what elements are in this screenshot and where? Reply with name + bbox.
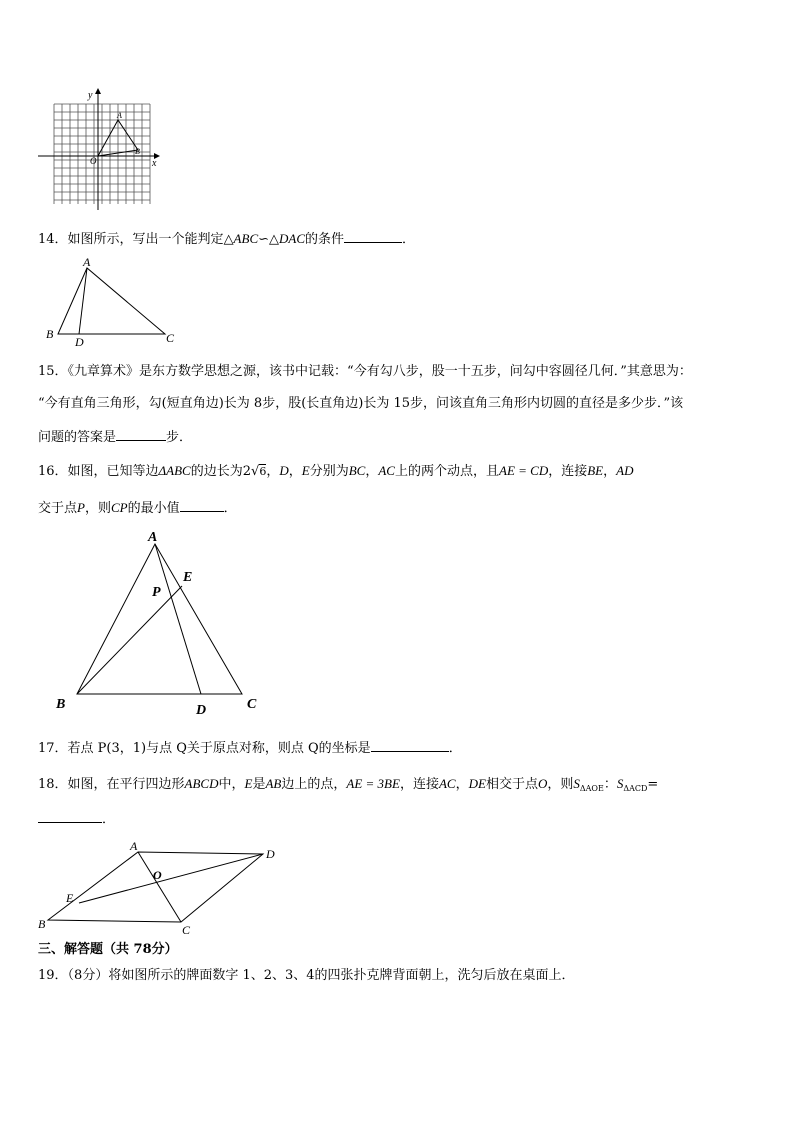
- q16-text-j: ，连接: [548, 464, 588, 479]
- q14-expression: △ABC∽△DAC: [223, 231, 306, 246]
- q15-suffix: 步．: [166, 430, 193, 445]
- q16-segment-ac: AC: [378, 463, 395, 478]
- q16-text-k: ，: [603, 464, 617, 479]
- question-15-line-2: “今有直角三角形，勾(短直角边)长为 8步，股(长直角边)长为 15步，问该直角三角形内切圆的直径是多少步．”该: [38, 396, 684, 411]
- q16-triangle: ΔABC: [158, 463, 191, 478]
- q14-end: ．: [402, 232, 416, 247]
- q18-text-g: ，: [455, 777, 469, 792]
- q16-label-p: P: [152, 585, 161, 600]
- q14-label-c: C: [166, 331, 175, 345]
- origin-label: O: [90, 156, 97, 166]
- question-15-line-1: 15．《九章算术》是东方数学思想之源，该书中记载：“今有勾八步，股一十五步，问勾中容圆径几何．”其意思为：: [38, 364, 692, 379]
- q16-segment-cp: CP: [110, 500, 128, 515]
- question-15-line-3: [38, 426, 192, 448]
- q14-number: 14．: [38, 232, 68, 247]
- q16-label-e: E: [183, 570, 193, 585]
- question-17: [38, 737, 462, 759]
- q18-text-d: 边上的点，: [281, 777, 347, 792]
- q16-answer-blank[interactable]: [180, 497, 224, 512]
- q16-text-h: ，: [365, 464, 379, 479]
- segment-be: [77, 586, 182, 694]
- sqrt-sign-icon: √: [251, 464, 260, 479]
- question-14: [38, 228, 415, 250]
- q18-area-s1-subscript: ΔAOE: [579, 784, 604, 793]
- q18-segment-ac: AC: [438, 776, 456, 791]
- q18-answer-blank[interactable]: [38, 808, 102, 823]
- q16-sqrt: [251, 464, 266, 479]
- q18-text-f: ，连接: [399, 777, 439, 792]
- q16-text-a: 16．如图，已知等边: [38, 464, 159, 479]
- q16-label-d: D: [196, 703, 207, 718]
- q14-label-b: B: [46, 327, 54, 341]
- q16-label-b: B: [56, 697, 66, 712]
- question-16-line-1: [38, 461, 633, 482]
- q18-parallelogram: ABCD: [184, 776, 219, 791]
- q16-point-d: D: [279, 463, 289, 478]
- q16-segment-bc: BC: [348, 463, 366, 478]
- q16-triangle-figure: [48, 526, 278, 722]
- q16-text-l2b: ，则: [84, 501, 111, 516]
- q16-text-c: ，: [266, 464, 280, 479]
- q14-label-d: D: [75, 335, 84, 348]
- q16-segment-be: BE: [587, 463, 604, 478]
- q18-text-c: 是: [252, 777, 266, 792]
- q18-parallelogram-figure: [36, 838, 286, 938]
- point-b-label: B: [135, 147, 140, 156]
- section-3-title: 三、解答题（共 78分）: [38, 942, 178, 957]
- q16-radicand: 6: [259, 465, 267, 478]
- q18-label-e: E: [66, 891, 74, 905]
- q16-segment-ad: AD: [616, 463, 634, 478]
- q14-label-a: A: [83, 256, 91, 269]
- q18-point-e: E: [244, 776, 253, 791]
- q15-prefix: 问题的答案是: [38, 430, 117, 445]
- q16-label-c: C: [247, 697, 257, 712]
- question-18-line-2: [38, 808, 115, 830]
- q18-text-b: 中，: [218, 777, 245, 792]
- equilateral-triangle-abc: [77, 544, 242, 694]
- q16-label-a: A: [148, 530, 158, 545]
- q18-label-o: O: [153, 868, 162, 882]
- q18-label-b: B: [38, 917, 46, 931]
- q14-triangle-figure: [40, 256, 190, 348]
- q18-label-a: A: [130, 839, 138, 853]
- q17-end: ．: [448, 741, 462, 756]
- q16-text-g: 分别为: [309, 464, 349, 479]
- coordinate-grid-figure: [34, 86, 168, 214]
- segment-ad: [155, 544, 201, 694]
- q18-point-o: O: [537, 776, 548, 791]
- q18-area-s2-subscript: ΔACD: [623, 784, 648, 793]
- question-16-line-2: [38, 497, 237, 519]
- q18-equals: =: [647, 777, 659, 792]
- q18-label-c: C: [182, 923, 191, 937]
- q18-text-a: 18．如图，在平行四边形: [38, 777, 185, 792]
- y-axis-label: y: [88, 90, 93, 101]
- q18-end: ．: [102, 812, 116, 827]
- q18-text-i: ，则: [547, 777, 574, 792]
- q16-text-l2c: 的最小值: [127, 501, 180, 516]
- y-axis-arrow: [95, 88, 101, 94]
- q16-text-l2a: 交于点: [38, 501, 78, 516]
- q18-colon: ：: [603, 777, 617, 792]
- q16-end: ．: [223, 501, 237, 516]
- q14-answer-blank[interactable]: [344, 228, 402, 243]
- q16-text-e: ，: [288, 464, 302, 479]
- q18-equation: AE = 3BE: [346, 776, 400, 791]
- question-19: 19．（8分）将如图所示的牌面数字 1、2、3、4的四张扑克牌背面朝上，洗匀后放在桌面上．: [38, 968, 575, 983]
- q16-point-p: P: [77, 500, 85, 515]
- q18-area-s2: S: [616, 776, 624, 791]
- q16-coefficient: 2: [242, 464, 252, 479]
- triangle-abc: [58, 268, 165, 334]
- q18-segment-de: DE: [468, 776, 486, 791]
- q14-suffix: 的条件: [305, 232, 345, 247]
- q16-text-i: 上的两个动点，且: [394, 464, 499, 479]
- q18-label-d: D: [266, 847, 275, 861]
- q17-answer-blank[interactable]: [371, 737, 449, 752]
- q16-equation: AE = CD: [499, 463, 549, 478]
- q18-text-h: 相交于点: [485, 777, 538, 792]
- q16-point-e: E: [301, 463, 310, 478]
- q18-segment-ab: AB: [265, 776, 282, 791]
- q14-prefix: 如图所示，写出一个能判定: [67, 232, 224, 247]
- q18-area-s1: S: [573, 776, 580, 791]
- q16-text-b: 的边长为: [190, 464, 243, 479]
- q17-text: 17．若点 P(3，1)与点 Q关于原点对称，则点 Q的坐标是: [38, 741, 371, 756]
- segment-ac: [138, 852, 181, 922]
- question-18-line-1: [38, 774, 658, 799]
- x-axis-label: x: [152, 158, 157, 169]
- q15-answer-blank[interactable]: [116, 426, 166, 441]
- segment-de: [79, 854, 263, 903]
- point-a-label: A: [117, 111, 122, 120]
